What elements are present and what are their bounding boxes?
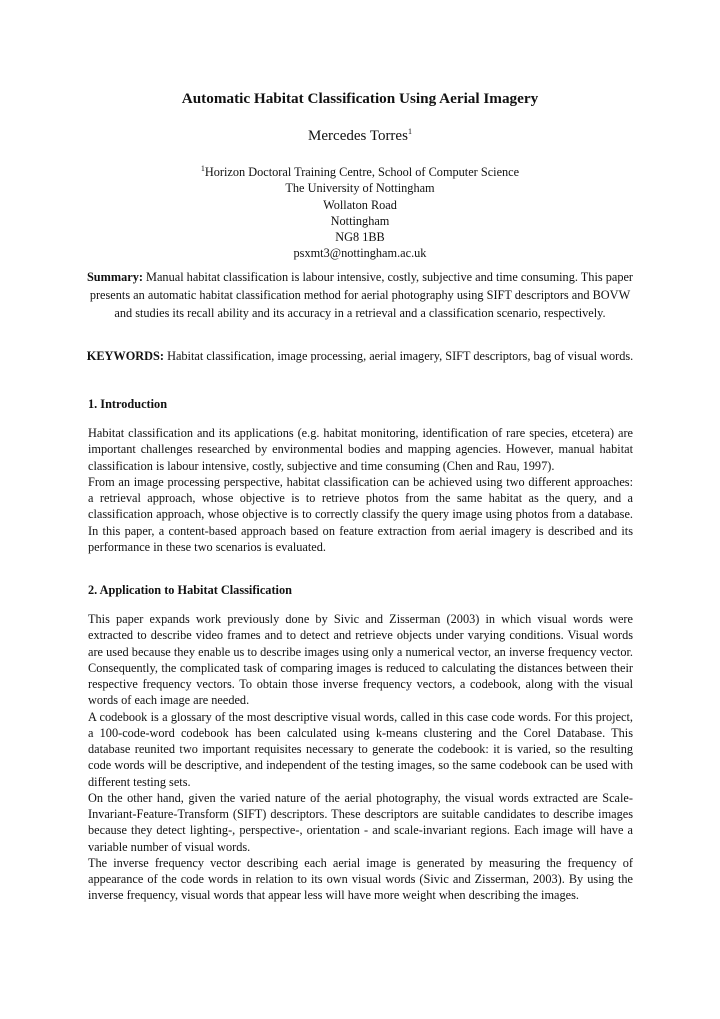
author-email: psxmt3@nottingham.ac.uk	[293, 246, 427, 261]
section-heading-introduction: 1. Introduction	[88, 397, 168, 411]
keywords-text: Habitat classification, image processing, aerial imagery, SIFT descriptors, bag of visual words.	[164, 349, 634, 363]
section-body-introduction	[88, 425, 633, 555]
summary-paragraph	[80, 268, 640, 323]
summary-text: Manual habitat classification is labour intensive, costly, subjective and time consuming. This paper presents an automatic habitat classification method for aerial photography using SIFT descriptors and BOVW and studies its recall ability and its accuracy in a retrieval and a classification scenario, respectively.	[89, 270, 634, 321]
affiliation-line: Wollaton Road	[323, 197, 397, 212]
section-heading-application: 2. Application to Habitat Classification	[88, 583, 292, 597]
body-paragraph: Habitat classification and its applications (e.g. habitat monitoring, identification of rare species, etcetera) are important challenges researched by environmental bodies and mapping agencies. However, manual habitat classification is labour intensive, costly, subjective and time consuming (Chen and Rau, 1997).	[88, 426, 633, 473]
body-paragraph: From an image processing perspective, habitat classification can be achieved using two different approaches: a retrieval approach, whose objective is to retrieve photos from the same habitat as the query, and a classification approach, whose objective is to correctly classify the query image using photos from a database. In this paper, a content-based approach based on feature extraction from aerial imagery is described and its performance in these two scenarios is evaluated.	[88, 474, 633, 554]
author-line	[0, 128, 720, 145]
affiliation-line: $^1$Horizon Doctoral Training Centre, School of Computer Science	[200, 163, 520, 179]
keywords-label: KEYWORDS:	[86, 349, 164, 363]
paper-title: Automatic Habitat Classification Using Aerial Imagery	[181, 90, 539, 107]
body-paragraph: This paper expands work previously done by Sivic and Zisserman (2003) in which visual words were extracted to describe video frames and to detect and retrieve objects under varying conditions. Visual words are used because they enable us to describe images using only a numerical vector, an inverse frequency vector. Consequently, the complicated task of comparing images is reduced to calculating the distances between their respective frequency vectors. To obtain those inverse frequency vectors, a codebook, along with the visual words of each image are needed.	[88, 612, 633, 708]
affiliation-line: The University of Nottingham	[285, 181, 435, 196]
summary-label: Summary:	[86, 270, 143, 284]
author-name: Mercedes Torres	[308, 128, 408, 144]
author-affiliation-marker: 1	[407, 127, 412, 136]
affiliation-block	[0, 164, 720, 262]
body-paragraph: A codebook is a glossary of the most descriptive visual words, called in this case code words. For this project, a 100-code-word codebook has been calculated using k-means clustering and the Corel Database. This database reunited two important requisites necessary to generate the codebook: it is varied, so the resulting code words will be descriptive, and independent of the testing images, so the same codebook can be used with different testing sets.	[88, 709, 633, 789]
keywords-paragraph	[80, 347, 640, 365]
section-body-application	[88, 611, 633, 904]
body-paragraph: On the other hand, given the varied nature of the aerial photography, the visual words extracted are Scale-Invariant-Feature-Transform (SIFT) descriptors. These descriptors are suitable candidates to describe images because they detect lighting-, perspective-, orientation - and scale-invariant regions. Each image will have a variable number of visual words.	[88, 790, 633, 854]
body-paragraph: The inverse frequency vector describing each aerial image is generated by measuring the frequency of appearance of the code words in relation to its own visual words (Sivic and Zisserman, 2003). By using the inverse frequency, visual words that appear less will have more weight when describing the images.	[88, 855, 633, 903]
affiliation-line: Nottingham	[330, 213, 390, 228]
affiliation-line: NG8 1BB	[335, 230, 385, 245]
affiliation-marker: 1	[200, 163, 205, 173]
